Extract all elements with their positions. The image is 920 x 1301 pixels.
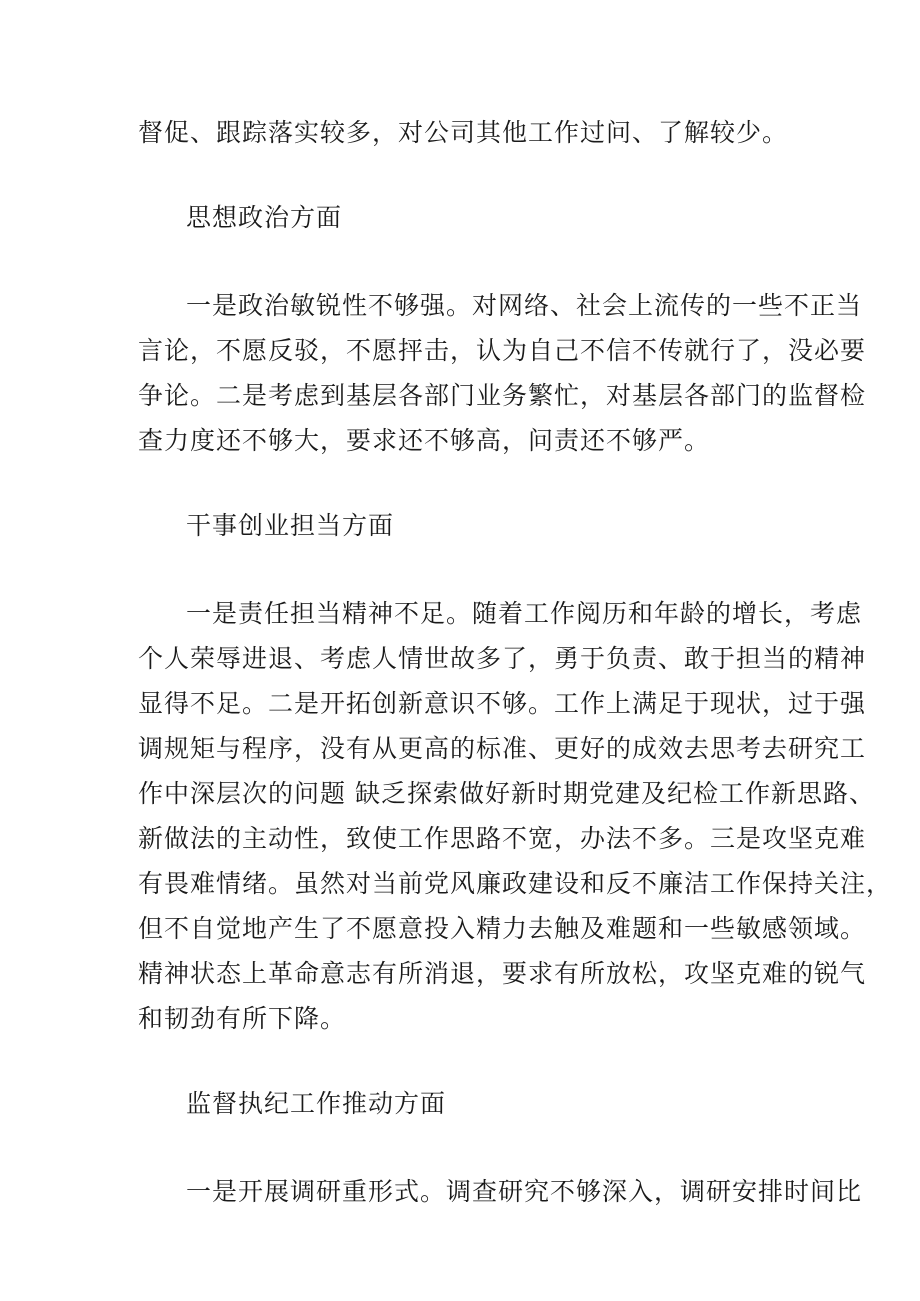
paragraph-line: 和韧劲有所下降。 bbox=[138, 1004, 347, 1033]
section-heading-responsibility: 干事创业担当方面 bbox=[186, 511, 395, 540]
paragraph-line: 一是政治敏锐性不够强。对网络、社会上流传的一些不正当 bbox=[186, 291, 863, 320]
paragraph-line: 一是责任担当精神不足。随着工作阅历和年龄的增长，考虑 bbox=[186, 599, 863, 628]
paragraph-line: 言论，不愿反驳，不愿抨击，认为自己不信不传就行了，没必要 bbox=[138, 336, 867, 365]
section-heading-supervision: 监督执纪工作推动方面 bbox=[186, 1089, 447, 1118]
paragraph-line: 争论。二是考虑到基层各部门业务繁忙，对基层各部门的监督检 bbox=[138, 381, 867, 410]
paragraph-line: 显得不足。二是开拓创新意识不够。工作上满足于现状，过于强 bbox=[138, 689, 867, 718]
paragraph-line: 个人荣辱进退、考虑人情世故多了，勇于负责、敢于担当的精神 bbox=[138, 644, 867, 673]
paragraph-line: 查力度还不够大，要求还不够高，问责还不够严。 bbox=[138, 426, 711, 455]
section-heading-ideology: 思想政治方面 bbox=[186, 203, 343, 232]
paragraph-line: 有畏难情绪。虽然对当前党风廉政建设和反不廉洁工作保持关注， bbox=[138, 869, 893, 898]
paragraph-line: 督促、跟踪落实较多，对公司其他工作过问、了解较少。 bbox=[138, 118, 789, 147]
paragraph-line: 精神状态上革命意志有所消退，要求有所放松，攻坚克难的锐气 bbox=[138, 959, 867, 988]
paragraph-line: 新做法的主动性，致使工作思路不宽，办法不多。三是攻坚克难 bbox=[138, 824, 867, 853]
paragraph-line: 作中深层次的问题 缺乏探索做好新时期党建及纪检工作新思路、 bbox=[138, 779, 875, 808]
paragraph-line: 调规矩与程序，没有从更高的标准、更好的成效去思考去研究工 bbox=[138, 734, 867, 763]
paragraph-line: 一是开展调研重形式。调查研究不够深入，调研安排时间比 bbox=[186, 1177, 863, 1206]
paragraph-line: 但不自觉地产生了不愿意投入精力去触及难题和一些敏感领域。 bbox=[138, 914, 867, 943]
